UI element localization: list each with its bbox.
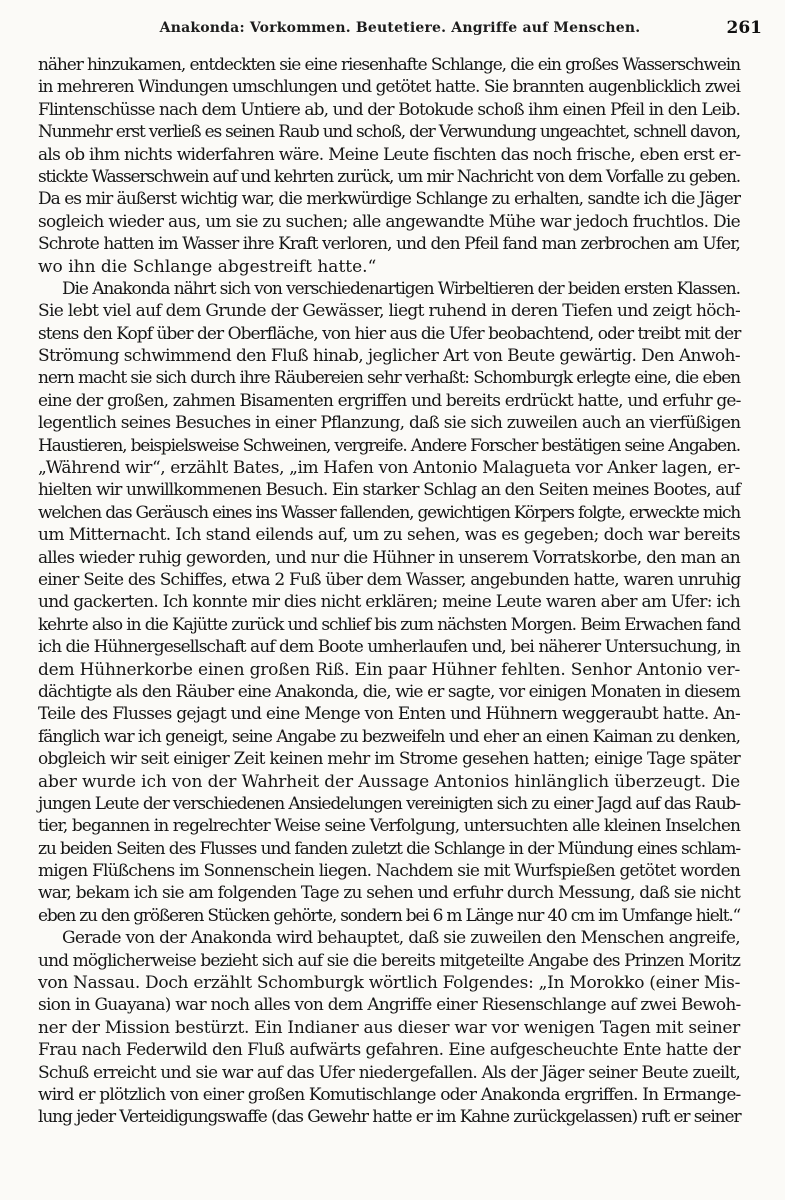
text-line: eben zu den größeren Stücken gehörte, sondern bei 6 m Länge nur 40 cm im Umfange hielt.“	[38, 905, 741, 926]
text-line: Strömung schwimmend den Fluß hinab, jeglicher Art von Beute gewärtig. Den Anwoh-	[38, 346, 740, 367]
text-line: hielten wir unwillkommenen Besuch. Ein starker Schlag an den Seiten meines Bootes, auf	[38, 480, 740, 501]
text-line: Nunmehr erst verließ es seinen Raub und schoß, der Verwundung ungeachtet, schnell davon,	[38, 122, 740, 143]
text-line: aber wurde ich von der Wahrheit der Aussage Antonios hinlänglich überzeugt. Die	[38, 771, 740, 792]
text-line: Schuß erreicht und sie war auf das Ufer niedergefallen. Als der Jäger seiner Beute zueilt,	[38, 1062, 740, 1083]
text-line: legentlich seines Besuches in einer Pflanzung, daß sie sich zuweilen auch an vierfüßigen	[38, 413, 741, 434]
text-line: sogleich wieder aus, um sie zu suchen; alle angewandte Mühe war jedoch fruchtlos. Die	[38, 211, 741, 232]
text-line: Teile des Flusses gejagt und eine Menge von Enten und Hühnern weggeraubt hatte. An-	[38, 704, 740, 725]
page-number: 261	[726, 18, 762, 38]
text-line: einer Seite des Schiffes, etwa 2 Fuß über dem Wasser, angebunden hatte, waren unruhig	[38, 569, 741, 590]
text-line: wo ihn die Schlange abgestreift hatte.“	[38, 256, 377, 277]
text-line: und gackerten. Ich konnte mir dies nicht erklären; meine Leute waren aber am Ufer: ich	[38, 592, 740, 613]
text-line: migen Flüßchens im Sonnenschein liegen. Nachdem sie mit Wurfspießen getötet worden	[38, 861, 741, 882]
text-line: Schrote hatten im Wasser ihre Kraft verloren, und den Pfeil fand man zerbrochen am Ufer,	[38, 234, 741, 255]
text-line: sion in Guayana) war noch alles von dem Angriffe einer Riesenschlange auf zwei Bewoh-	[38, 995, 741, 1016]
text-line: nern macht sie sich durch ihre Räubereien sehr verhaßt: Schomburgk erlegte eine, die eben	[38, 368, 741, 389]
body-text	[38, 54, 740, 1129]
text-line: lung jeder Verteidigungswaffe (das Gewehr hatte er im Kahne zurückgelassen) ruft er seiner	[38, 1107, 741, 1128]
text-line: jungen Leute der verschiedenen Ansiedelungen vereinigten sich zu einer Jagd auf das Raub-	[38, 793, 741, 814]
text-line: Frau nach Federwild den Fluß aufwärts gefahren. Eine aufgescheuchte Ente hatte der	[38, 1040, 741, 1061]
text-line: welchen das Geräusch eines ins Wasser fallenden, gewichtigen Körpers folgte, erweckte mich	[38, 502, 741, 523]
text-line: eine der großen, zahmen Bisamenten ergriffen und bereits erdrückt hatte, und erfuhr ge-	[38, 390, 741, 411]
text-line: Da es mir äußerst wichtig war, die merkwürdige Schlange zu erhalten, sandte ich die Jäger	[38, 189, 741, 210]
text-line: als ob ihm nichts widerfahren wäre. Meine Leute fischten das noch frische, eben erst er-	[38, 144, 741, 165]
text-line: Flintenschüsse nach dem Untiere ab, und der Botokude schoß ihm einen Pfeil in den Leib.	[38, 99, 740, 120]
text-line: Haustieren, beispielsweise Schweinen, vergreife. Andere Forscher bestätigen seine Angaben.	[38, 435, 740, 456]
running-head: Anakonda: Vorkommen. Beutetiere. Angriffe auf Menschen.	[159, 20, 641, 36]
text-line: alles wieder ruhig geworden, und nur die Hühner in unserem Vorratskorbe, den man an	[38, 547, 740, 568]
text-line: tier, begannen in regelrechter Weise seine Verfolgung, untersuchten alle kleinen Inselchen	[38, 816, 740, 837]
text-line: dächtigte als den Räuber eine Anakonda, die, wie er sagte, vor einigen Monaten in diesem	[38, 681, 741, 702]
text-line: fänglich war ich geneigt, seine Angabe zu bezweifeln und eher an einen Kaiman zu denken,	[38, 726, 740, 747]
text-line: Gerade von der Anakonda wird behauptet, daß sie zuweilen den Menschen angreife,	[62, 928, 740, 949]
text-line: von Nassau. Doch erzählt Schomburgk wörtlich Folgendes: „In Morokko (einer Mis-	[38, 973, 741, 994]
text-line: Die Anakonda nährt sich von verschiedenartigen Wirbeltieren der beiden ersten Klassen.	[62, 278, 740, 299]
text-line: kehrte also in die Kajütte zurück und schlief bis zum nächsten Morgen. Beim Erwachen fand	[38, 614, 740, 635]
text-line: obgleich wir seit einiger Zeit keinen mehr im Strome gesehen hatten; einige Tage später	[38, 749, 741, 770]
text-line: und möglicherweise bezieht sich auf sie die bereits mitgeteilte Angabe des Prinzen Moritz	[38, 950, 741, 971]
text-line: stens den Kopf über der Oberfläche, von hier aus die Ufer beobachtend, oder treibt mit der	[38, 323, 741, 344]
text-line: ner der Mission bestürzt. Ein Indianer aus dieser war vor wenigen Tagen mit seiner	[38, 1017, 741, 1038]
page-header	[38, 18, 762, 42]
text-line: wird er plötzlich von einer großen Komutischlange oder Anakonda ergriffen. In Ermange-	[38, 1084, 741, 1105]
text-line: Sie lebt viel auf dem Grunde der Gewässer, liegt ruhend in deren Tiefen und zeigt höch-	[38, 301, 741, 322]
text-line: stickte Wasserschwein auf und kehrten zurück, um mir Nachricht von dem Vorfalle zu geben.	[38, 166, 740, 187]
text-line: zu beiden Seiten des Flusses und fanden zuletzt die Schlange in der Mündung eines schlam-	[38, 838, 741, 859]
text-line: in mehreren Windungen umschlungen und getötet hatte. Sie brannten augenblicklich zwei	[38, 77, 740, 98]
text-line: näher hinzukamen, entdeckten sie eine riesenhafte Schlange, die ein großes Wasserschwein	[38, 55, 740, 75]
text-line: um Mitternacht. Ich stand eilends auf, um zu sehen, was es gegeben; doch war bereits	[38, 525, 741, 546]
text-line: dem Hühnerkorbe einen großen Riß. Ein paar Hühner fehlten. Senhor Antonio ver-	[38, 659, 740, 680]
text-line: „Während wir“, erzählt Bates, „im Hafen von Antonio Malagueta vor Anker lagen, er-	[38, 458, 740, 479]
text-line: ich die Hühnergesellschaft auf dem Boote umherlaufen und, bei näherer Untersuchung, in	[38, 637, 741, 658]
text-line: war, bekam ich sie am folgenden Tage zu sehen und erfuhr durch Messung, daß sie nicht	[38, 883, 740, 904]
